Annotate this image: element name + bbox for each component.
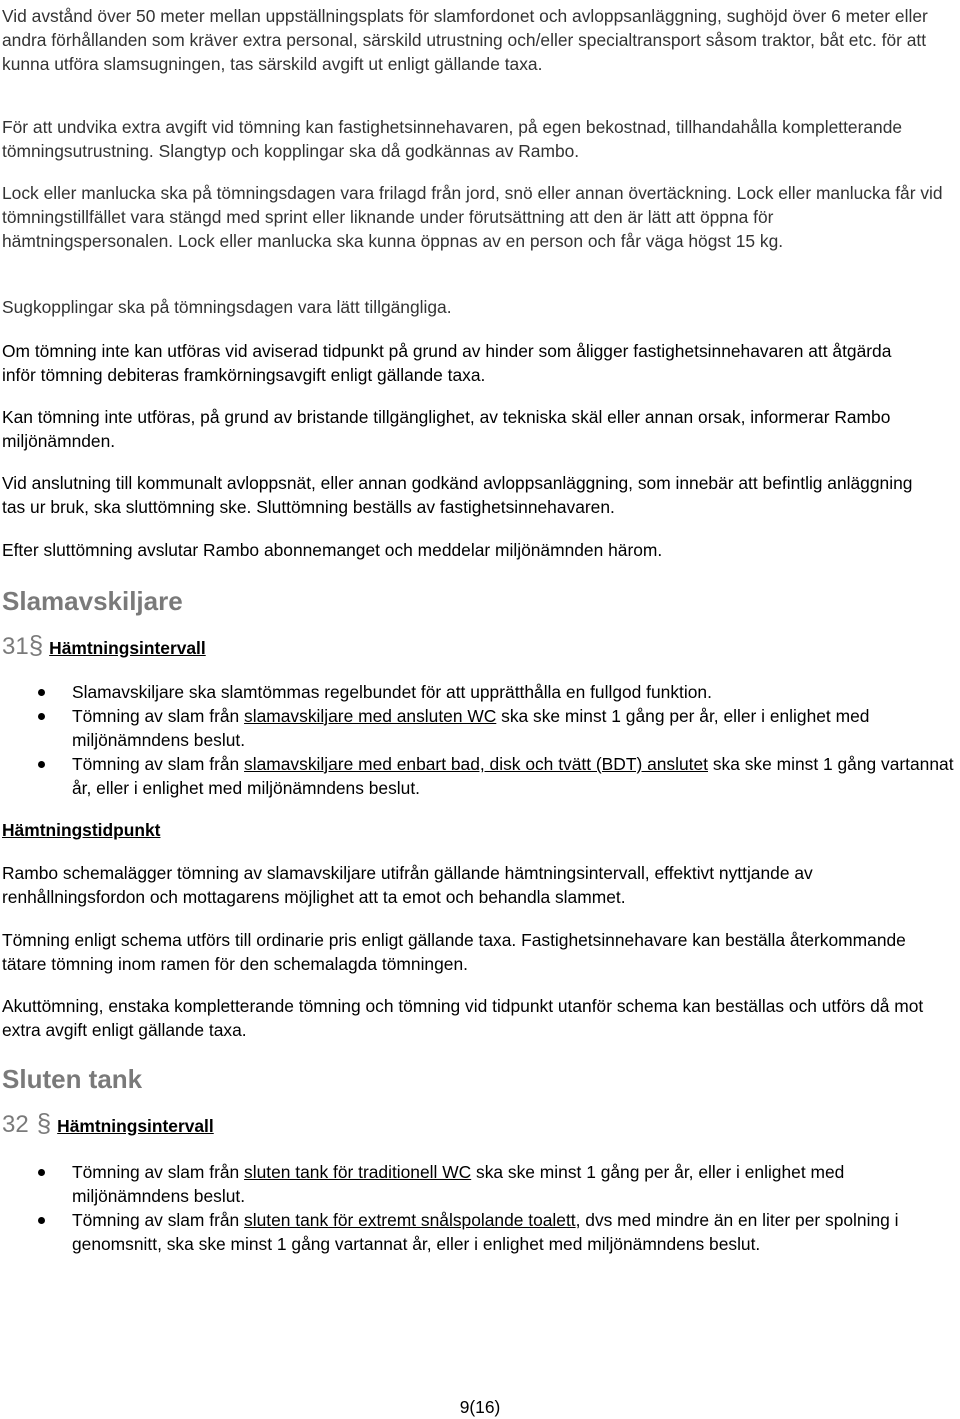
- bullet-icon: [38, 1217, 45, 1224]
- underlined-term: sluten tank för extremt snålspolande toalett: [244, 1210, 576, 1230]
- subheading-hamtningstidpunkt: Hämtningstidpunkt: [2, 820, 161, 840]
- list-item-text: ska ske minst 1 gång vartannat år, eller i enlighet med miljönämndens beslut.: [72, 754, 954, 798]
- list-item: [2, 1160, 958, 1208]
- section-sign: §: [28, 630, 44, 660]
- bullet-icon: [38, 689, 45, 696]
- list-item: [2, 704, 958, 752]
- underlined-term: slamavskiljare med enbart bad, disk och tvätt (BDT) anslutet: [244, 754, 708, 774]
- list-item: [2, 1208, 958, 1256]
- bullet-icon: [38, 713, 45, 720]
- underlined-term: sluten tank för traditionell WC: [244, 1162, 472, 1182]
- paragraph-schedule: Rambo schemalägger tömning av slamavskiljare utifrån gällande hämtningsintervall, effektivt nyttjande av renhållningsfordon och mottagarens möjlighet att ta emot och behandla slammet.: [2, 863, 813, 907]
- section-31-heading: [2, 630, 206, 662]
- paragraph-not-possible: Kan tömning inte utföras, på grund av bristande tillgänglighet, av tekniska skäl eller annan orsak, informerar Rambo miljönämnden.: [2, 407, 891, 451]
- paragraph-emergency: Akuttömning, enstaka kompletterande tömning och tömning vid tidpunkt utanför schema kan beställas och utförs då mot extra avgift enligt gällande taxa.: [2, 996, 924, 1040]
- section-title: Hämtningsintervall: [49, 638, 206, 658]
- heading-sluten-tank: Sluten tank: [2, 1064, 143, 1094]
- paragraph-hindrance: Om tömning inte kan utföras vid aviserad tidpunkt på grund av hinder som åligger fastighetsinnehavaren att åtgärda inför tömning debiteras framkörningsavgift enligt gällande taxa.: [2, 341, 892, 385]
- list-item: [2, 752, 958, 800]
- list-item-text: Tömning av slam från: [72, 1210, 245, 1230]
- bullet-list-sluten-tank: [2, 1160, 958, 1256]
- list-item: [2, 680, 958, 704]
- section-number: 31: [2, 633, 29, 660]
- list-item-text: Tömning av slam från: [72, 706, 245, 726]
- paragraph-schedule-price: Tömning enligt schema utförs till ordinarie pris enligt gällande taxa. Fastighetsinnehavare kan beställa återkommande tätare tömning inom ramen för den schemalagda tömningen.: [2, 930, 906, 974]
- list-item-text: Tömning av slam från: [72, 1162, 245, 1182]
- bullet-list-slamavskiljare: [2, 680, 958, 800]
- paragraph-couplings: Sugkopplingar ska på tömningsdagen vara lätt tillgängliga.: [2, 297, 452, 317]
- section-number: 32: [2, 1111, 29, 1138]
- paragraph-equipment: För att undvika extra avgift vid tömning kan fastighetsinnehavaren, på egen bekostnad, tillhandahålla kompletterande tömningsutrustning. Slangtyp och kopplingar ska då godkännas av Rambo.: [2, 117, 903, 161]
- list-item-text: ska ske minst 1 gång per år, eller i enlighet med miljönämndens beslut.: [72, 706, 870, 750]
- list-item-text: Slamavskiljare ska slamtömmas regelbundet för att upprätthålla en fullgod funktion.: [72, 682, 712, 702]
- bullet-icon: [38, 761, 45, 768]
- paragraph-lid: Lock eller manlucka ska på tömningsdagen vara frilagd från jord, snö eller annan övertäckning. Lock eller manlucka får vid tömningstillfället vara stängd med sprint eller liknande under förutsättning att den är lätt att öppna för hämtningspersonalen. Lock eller manlucka ska kunna öppnas av en person och får väga högst 15 kg.: [2, 183, 943, 251]
- underlined-term: slamavskiljare med ansluten WC: [244, 706, 497, 726]
- paragraph-final-emptying: Efter sluttömning avslutar Rambo abonnemanget och meddelar miljönämnden härom.: [2, 540, 663, 560]
- list-item-text: Tömning av slam från: [72, 754, 245, 774]
- paragraph-extra-fee: Vid avstånd över 50 meter mellan uppställningsplats för slamfordonet och avloppsanläggning, sughöjd över 6 meter eller andra förhållanden som kräver extra personal, särskild utrustning och/eller specialtransport såsom traktor, båt etc. för att kunna utföra slamsugningen, tas särskild avgift ut enligt gällande taxa.: [2, 6, 928, 74]
- list-item-text: , dvs med mindre än en liter per spolning i genomsnitt, ska ske minst 1 gång vartannat år, eller i enlighet med miljönämndens beslut.: [72, 1210, 899, 1254]
- page-number: 9(16): [459, 1397, 501, 1417]
- heading-slamavskiljare: Slamavskiljare: [2, 586, 183, 616]
- section-32-heading: [2, 1108, 214, 1140]
- bullet-icon: [38, 1169, 45, 1176]
- paragraph-connection: Vid anslutning till kommunalt avloppsnät, eller annan godkänd avloppsanläggning, som innebär att befintlig anläggning tas ur bruk, ska sluttömning ske. Sluttömning beställs av fastighetsinnehavaren.: [2, 473, 913, 517]
- list-item-text: ska ske minst 1 gång per år, eller i enlighet med miljönämndens beslut.: [72, 1162, 845, 1206]
- section-title: Hämtningsintervall: [57, 1116, 214, 1136]
- section-sign: §: [36, 1108, 52, 1138]
